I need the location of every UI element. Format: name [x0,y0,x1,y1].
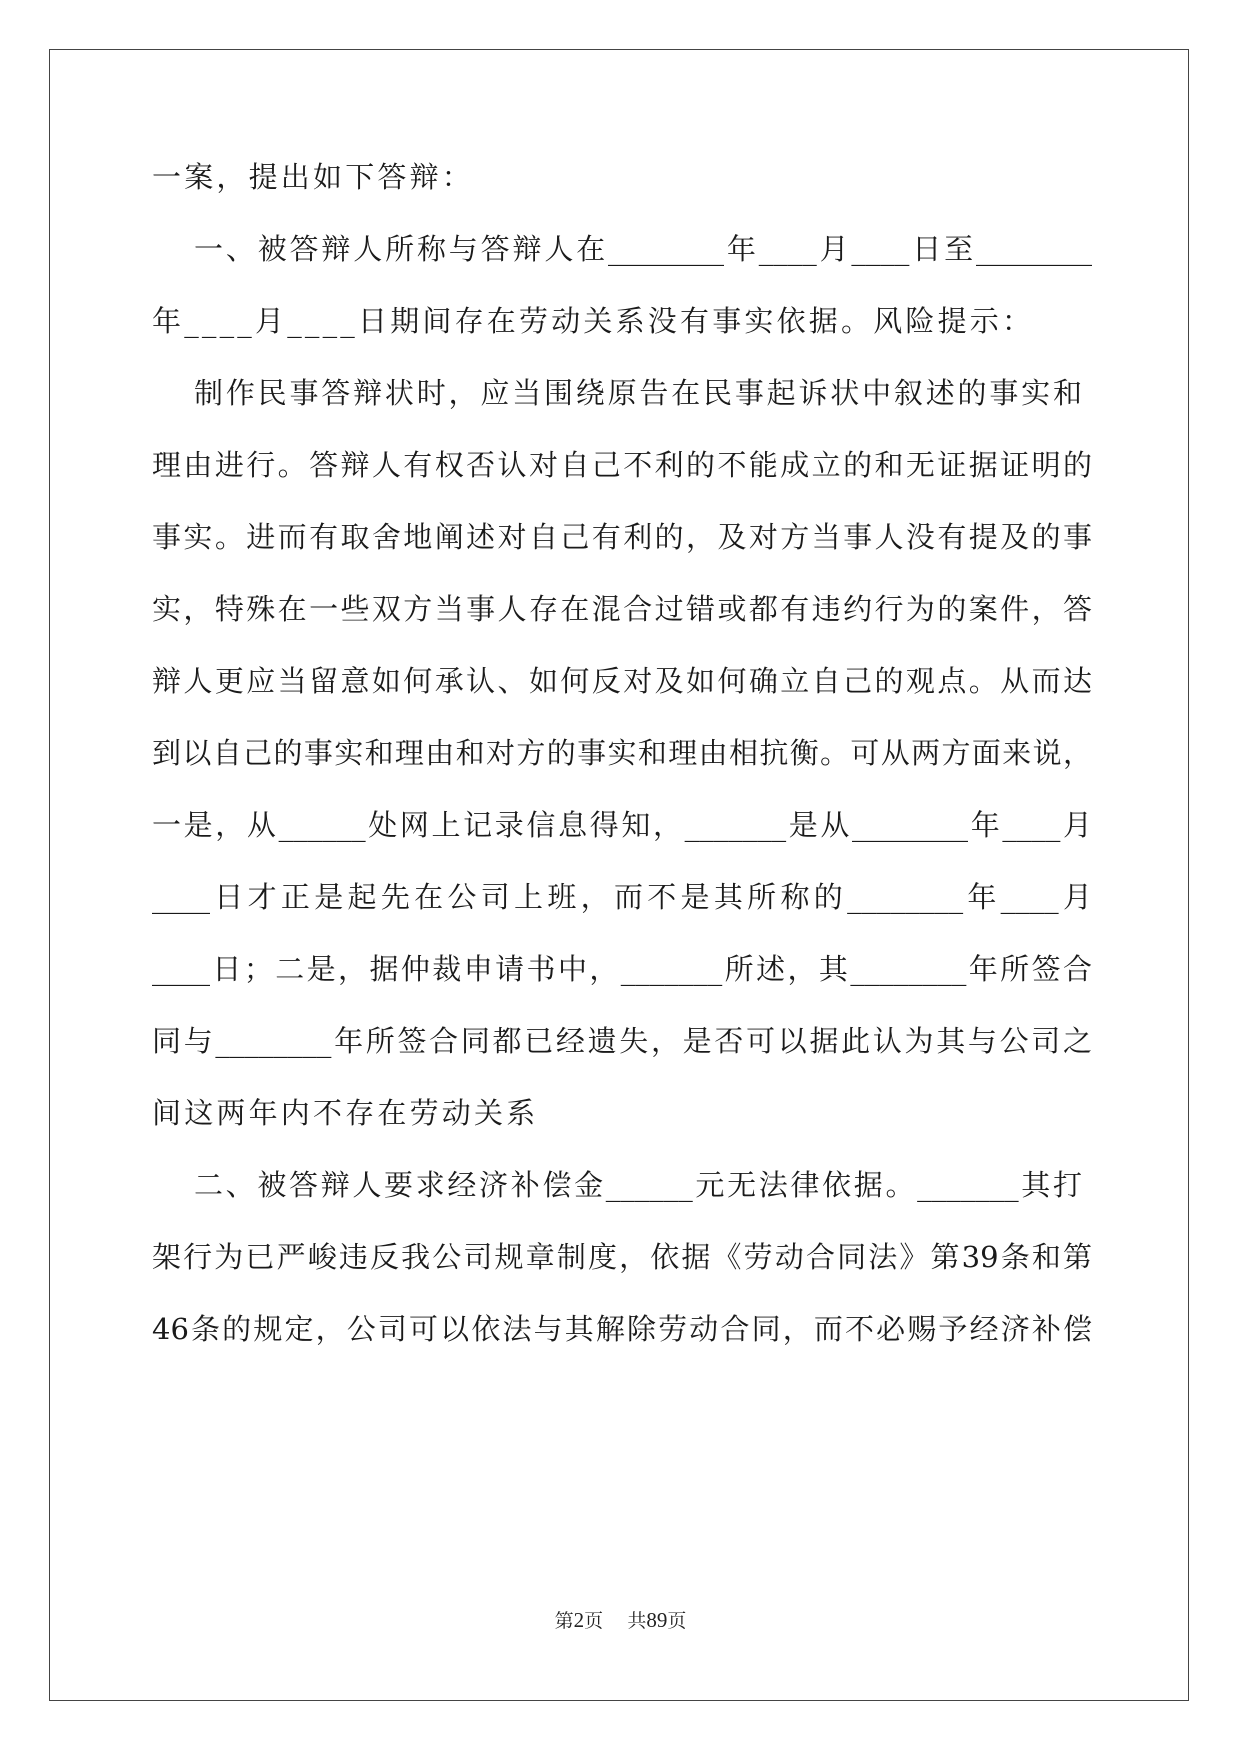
footer-total-pages: 89 [646,1608,668,1632]
footer-page-number: 2 [573,1608,585,1632]
footer-suffix: 页 [667,1610,687,1632]
text-line: 到以自己的事实和理由和对方的事实和理由相抗衡。可从两方面来说， [152,736,1092,770]
footer-mid: 页 共 [584,1610,647,1632]
text-line: 一案，提出如下答辩： [152,160,475,194]
text-line: 一是，从______处网上记录信息得知，_______是从________年____月 [152,808,1092,842]
text-line: 一、被答辩人所称与答辩人在________年____月____日至________ [194,232,1092,266]
text-line: 年____月____日期间存在劳动关系没有事实依据。风险提示： [152,304,1035,338]
page-border [49,49,1189,1701]
text-line: 二、被答辩人要求经济补偿金______元无法律依据。_______其打 [194,1168,1082,1202]
text-line: 实，特殊在一些双方当事人存在混合过错或都有违约行为的案件，答 [152,592,1092,626]
footer-prefix: 第 [554,1610,574,1632]
text-line: 同与________年所签合同都已经遗失，是否可以据此认为其与公司之 [152,1024,1092,1058]
text-line: ____日；二是，据仲裁申请书中，_______所述，其________年所签合 [152,952,1092,986]
text-line: 46条的规定，公司可以依法与其解除劳动合同，而不必赐予经济补偿 [152,1312,1092,1346]
text-line: 架行为已严峻违反我公司规章制度，依据《劳动合同法》第39条和第 [152,1240,1092,1274]
page-footer [0,1608,1241,1633]
text-line: ____日才正是起先在公司上班，而不是其所称的________年____月 [152,880,1092,914]
text-line: 理由进行。答辩人有权否认对自己不利的不能成立的和无证据证明的 [152,448,1092,482]
text-line: 间这两年内不存在劳动关系 [152,1096,539,1130]
text-line: 辩人更应当留意如何承认、如何反对及如何确立自己的观点。从而达 [152,664,1092,698]
text-line: 制作民事答辩状时，应当围绕原告在民事起诉状中叙述的事实和 [194,376,1082,410]
text-line: 事实。进而有取舍地阐述对自己有利的，及对方当事人没有提及的事 [152,520,1092,554]
